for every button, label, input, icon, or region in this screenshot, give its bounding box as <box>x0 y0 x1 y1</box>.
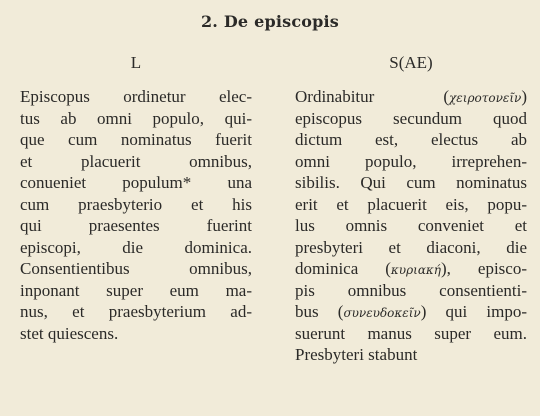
text-segment: ) qui impo- <box>420 302 527 321</box>
section-heading: 2. De episcopis <box>200 12 340 31</box>
text-segment: presbyteri et diaconi, die <box>295 237 527 257</box>
text-segment: lus omnis conveniet et <box>295 216 527 235</box>
text-line <box>295 237 527 259</box>
text-segment: dictum est, electus ab <box>295 130 527 149</box>
sahidic-text <box>295 86 527 366</box>
text-segment: episcopus secundum quod <box>295 108 527 128</box>
text-line: Consentientibus omnibus, <box>20 259 252 278</box>
text-segment: omni populo, irreprehen- <box>295 151 527 171</box>
column-title-latin: L <box>130 53 142 72</box>
column-title-sahidic: S(AE) <box>389 53 433 72</box>
text-segment: erit et placuerit eis, popu- <box>295 194 527 214</box>
text-line: stet quiescens. <box>20 323 119 343</box>
text-line <box>295 215 527 237</box>
text-line: episcopi, die dominica. <box>20 237 252 257</box>
text-segment: ), episco- <box>441 259 527 278</box>
text-line: et placuerit omnibus, <box>20 151 252 171</box>
text-segment: Presbyteri stabunt <box>295 345 418 364</box>
text-segment: pis omnibus consentienti- <box>295 280 527 300</box>
text-line: que cum nominatus fuerit <box>20 130 252 149</box>
text-line <box>295 108 527 130</box>
text-segment: bus ( <box>295 302 344 321</box>
text-segment: Ordinabitur ( <box>295 87 450 106</box>
text-segment: sibilis. Qui cum nominatus <box>295 173 527 192</box>
text-line: conueniet populum* una <box>20 173 252 192</box>
text-line <box>295 344 527 366</box>
text-line <box>295 258 527 280</box>
column-sahidic <box>295 52 527 366</box>
text-line <box>295 301 527 323</box>
text-line: Episcopus ordinetur elec- <box>20 87 252 106</box>
text-line: inponant super eum ma- <box>20 280 252 300</box>
greek-term: κυριακή <box>390 263 441 277</box>
text-segment: ) <box>521 87 527 106</box>
text-line <box>295 86 527 108</box>
text-line: tus ab omni populo, qui- <box>20 108 252 128</box>
text-line: nus, et praesbyterium ad- <box>20 302 252 321</box>
text-line <box>295 323 527 345</box>
text-line <box>295 280 527 302</box>
text-line <box>295 172 527 194</box>
text-segment: suerunt manus super eum. <box>295 323 527 343</box>
text-segment: dominica ( <box>295 259 391 278</box>
text-line: cum praesbyterio et his <box>20 194 252 214</box>
text-line <box>295 194 527 216</box>
text-line: qui praesentes fuerint <box>20 216 252 235</box>
text-line <box>295 129 527 151</box>
greek-term: χειροτονεῖν <box>449 91 522 105</box>
text-line <box>295 151 527 173</box>
column-latin <box>20 52 252 344</box>
greek-term: συνευδοκεῖν <box>343 306 421 320</box>
